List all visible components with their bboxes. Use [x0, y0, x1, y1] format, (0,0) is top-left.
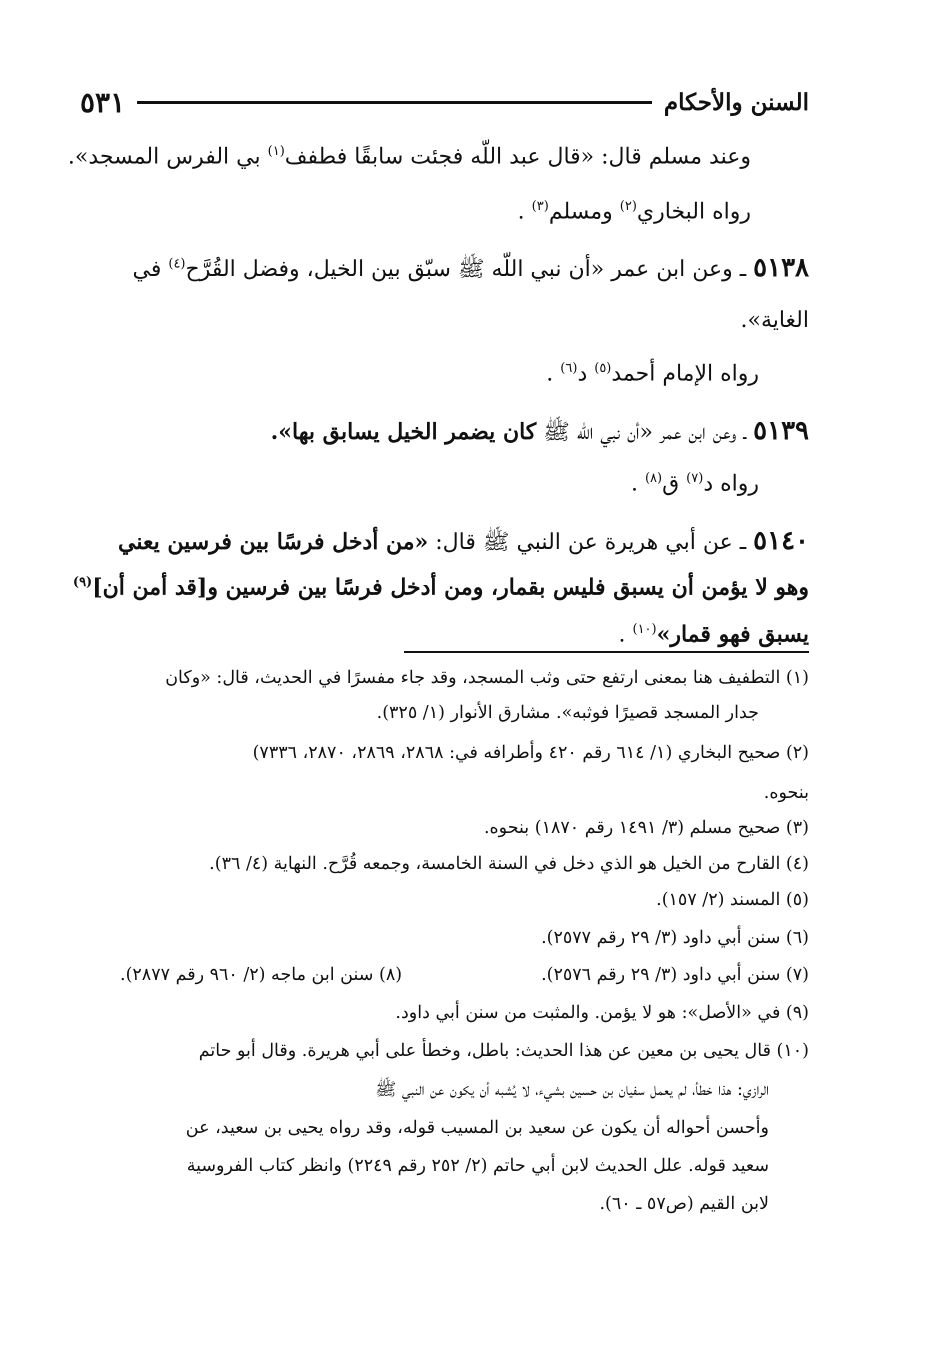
hadith-5140-line-3	[618, 623, 809, 646]
body-text: رواه د	[703, 471, 759, 497]
footnote-3: (٣) صحيح مسلم (٣/ ١٤٩١ رقم ١٨٧٠) بنحوه.	[483, 818, 809, 838]
body-text: .	[618, 622, 633, 648]
hadith-number: ٥١٣٩	[753, 416, 809, 446]
body-text: يسبق فهو قمار»	[656, 621, 809, 648]
body-text: الغاية».	[740, 308, 809, 333]
hadith-number: ٥١٣٨	[753, 253, 809, 283]
footnote-2-cont: بنحوه.	[763, 783, 809, 803]
body-line	[68, 145, 751, 168]
body-text: رواه الإمام أحمد	[611, 361, 759, 387]
footnote-1-cont: جدار المسجد قصيرًا فوثبه». مشارق الأنوار (١/ ٣٢٥).	[376, 703, 759, 723]
body-text: ـ عن أبي هريرة عن النبي ﷺ قال:	[428, 530, 754, 555]
footnote-ref: (٦)	[560, 361, 578, 376]
body-text: ـ وعن ابن عمر «أن نبي اللّه ﷺ سبّق بين الخيل، وفضل القُرَّح	[185, 257, 754, 282]
body-text: كان يضمر الخيل يسابق بها».	[270, 419, 537, 445]
body-text: د	[577, 361, 595, 387]
source-line	[546, 362, 759, 385]
footnote-5: (٥) المسند (٢/ ١٥٧).	[656, 890, 809, 910]
hadith-5140-line-1	[118, 528, 809, 554]
footnote-10-cont: سعيد قوله. علل الحديث لابن أبي حاتم (٢/ ٢٥٢ رقم ٢٢٤٩) وانظر كتاب الفروسية	[186, 1156, 769, 1176]
footnote-7: (٧) سنن أبي داود (٣/ ٢٩ رقم ٢٥٧٦).	[541, 965, 809, 985]
footnote-9: (٩) في «الأصل»: هو لا يؤمن. والمثبت من سنن أبي داود.	[395, 1003, 809, 1023]
footnote-separator	[404, 651, 809, 653]
body-text: «من أدخل فرسًا بين فرسين يعني	[118, 529, 429, 555]
hadith-5138-line-1	[133, 255, 810, 281]
body-text: .	[517, 199, 532, 225]
footnote-10-cont: الرازي: هذا خطأ، لم يعمل سفيان بن حسين بشيء، لا يُشبه أن يكون عن النبي ﷺ	[375, 1080, 769, 1100]
footnote-6: (٦) سنن أبي داود (٣/ ٢٩ رقم ٢٥٧٧).	[541, 928, 809, 948]
footnote-ref: (٤)	[168, 256, 186, 272]
body-text: .	[630, 471, 645, 497]
book-title: السنن والأحكام	[663, 88, 809, 116]
hadith-number: ٥١٤٠	[753, 526, 809, 556]
footnote-10-cont: لابن القيم (ص٥٧ ـ ٦٠).	[599, 1194, 769, 1214]
hadith-5140-line-2	[72, 574, 809, 601]
footnote-ref: (١٠)	[632, 622, 657, 637]
footnote-ref: (٨)	[644, 471, 663, 486]
body-text: رواه البخاري	[636, 199, 751, 225]
footnote-ref: (٥)	[594, 361, 612, 376]
footnote-ref: (٧)	[686, 471, 704, 486]
body-text: ق	[662, 471, 687, 497]
footnote-8: (٨) سنن ابن ماجه (٢/ ٩٦٠ رقم ٢٨٧٧).	[120, 965, 403, 985]
body-text: بي الفرس المسجد».	[67, 144, 268, 170]
footnote-ref: (١)	[267, 144, 285, 159]
body-text: وعند مسلم قال: «قال عبد اللّه فجئت سابقًا فطفف	[284, 144, 751, 170]
footnote-ref: (٢)	[619, 199, 637, 214]
body-text: ـ وعن ابن عمر «أن نبي اللّه ﷺ	[536, 420, 754, 445]
body-text: .	[546, 361, 561, 387]
footnote-2: (٢) صحيح البخاري (١/ ٦١٤ رقم ٤٢٠ وأطرافه في: ٢٨٦٨، ٢٨٦٩، ٢٨٧٠، ٧٣٣٦)	[252, 743, 809, 763]
footnote-1: (١) التطفيف هنا بمعنى ارتفع حتى وثب المسجد، وقد جاء مفسرًا في الحديث، قال: «وكان	[165, 668, 809, 688]
body-text: ومسلم	[548, 199, 620, 225]
source-line	[631, 472, 759, 495]
hadith-5138-line-2	[740, 310, 809, 332]
page-number: ٥٣١	[80, 85, 126, 119]
footnote-ref: (٣)	[531, 199, 549, 214]
footnote-ref: (٩)	[72, 575, 93, 590]
body-text: في	[132, 257, 169, 282]
header-rule	[137, 101, 652, 104]
source-line	[518, 200, 751, 223]
body-text: وهو لا يؤمن أن يسبق فليس بقمار، ومن أدخل فرسًا بين فرسين و[قد أمن أن]	[92, 574, 809, 601]
hadith-5139-line-1	[271, 418, 809, 444]
running-header	[80, 82, 809, 122]
footnote-4: (٤) القارح من الخيل هو الذي دخل في السنة الخامسة، وجمعه قُرَّح. النهاية (٤/ ٣٦).	[209, 854, 809, 874]
footnote-10: (١٠) قال يحيى بن معين عن هذا الحديث: باطل، وخطأ على أبي هريرة. وقال أبو حاتم	[198, 1041, 809, 1061]
footnote-10-cont: وأحسن أحواله أن يكون عن سعيد بن المسيب قوله، وقد رواه يحيى بن سعيد، عن	[185, 1118, 769, 1138]
